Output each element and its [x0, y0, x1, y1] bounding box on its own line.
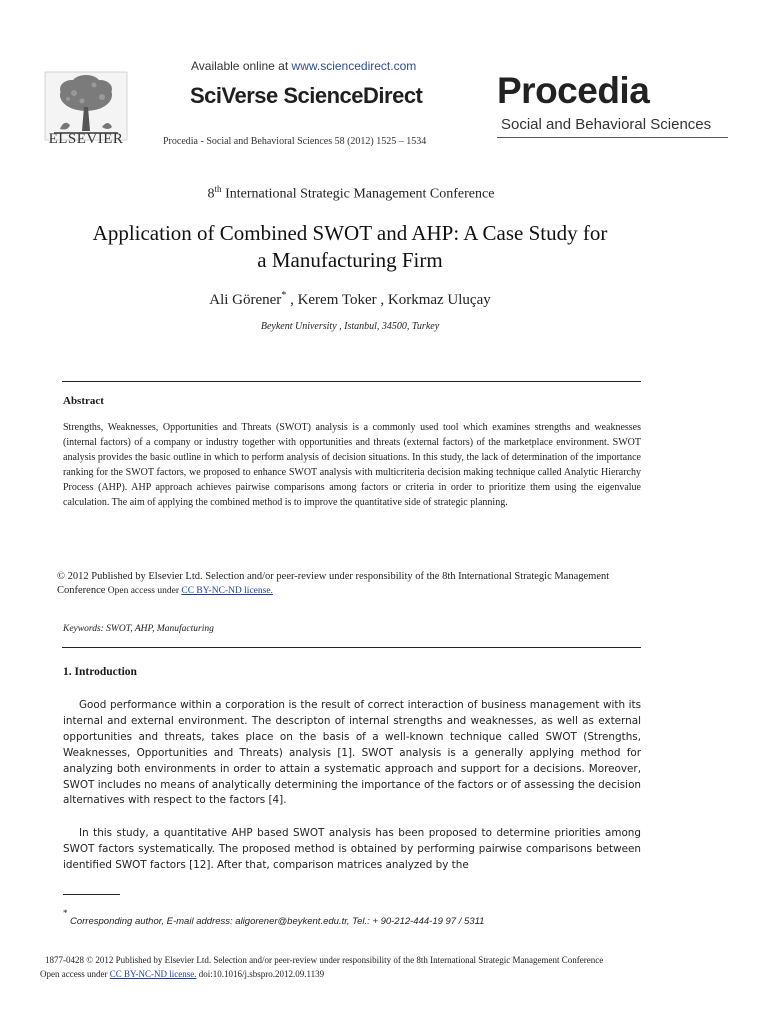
- procedia-logo-subtitle: Social and Behavioral Sciences: [501, 116, 712, 133]
- abstract-bottom-rule: [62, 647, 641, 648]
- footnote-mark: *: [63, 908, 68, 918]
- procedia-logo-title: Procedia: [497, 70, 650, 111]
- intro-paragraph-1: Good performance within a corporation is the result of correct interaction of business management with its internal and external environment. The descripton of internal strengths and weaknesses, as well as external opportunities and threats, takes place on the basis of a well-known technique called SWOT (Strengths, Weaknesses, Opportunities and Threats) analysis [1]. SWOT analysis is a generally applying method for analyzing both environments in order to attain a systematic approach and support for a decisions. Moreover, SWOT includes no means of analytically determining the importance of the factors or of assessing the decision alternatives with respect to the factors [4].: [63, 699, 642, 807]
- sciencedirect-url[interactable]: www.sciencedirect.com: [291, 59, 417, 73]
- available-online-line: Available online at www.sciencedirect.com: [191, 59, 417, 73]
- keywords: Keywords: SWOT, AHP, Manufacturing: [63, 624, 214, 634]
- license-link[interactable]: CC BY-NC-ND license.: [181, 586, 273, 596]
- procedia-underline: [497, 137, 728, 138]
- corresponding-author-footnote: Corresponding author, E-mail address: aligorener@beykent.edu.tr, Tel.: + 90-212-444-19 97 / 5311: [70, 916, 485, 927]
- footnote-rule: [63, 894, 120, 895]
- author-affiliation: Beykent University , Istanbul, 34500, Turkey: [260, 321, 440, 332]
- conference-name: 8th International Strategic Management Conference: [207, 184, 495, 202]
- section-heading-introduction: 1. Introduction: [63, 666, 137, 678]
- copyright-notice: © 2012 Published by Elsevier Ltd. Selection and/or peer-review under responsibility of the 8th International Strategic Management Conference Open access under CC BY-NC-ND license.: [57, 571, 610, 596]
- page-footer: 1877-0428 © 2012 Published by Elsevier Ltd. Selection and/or peer-review under responsibility of the 8th International Strategic Management Conference Open access under CC BY-NC-ND license. doi:10.1016/j.sbspro.2012.09.1139: [40, 955, 604, 979]
- elsevier-wordmark: ELSEVIER: [48, 131, 124, 147]
- intro-paragraph-2: In this study, a quantitative AHP based SWOT analysis has been proposed to determine priorities among SWOT factors systematically. The proposed method is obtained by performing pairwise comparisons between identified SWOT factors [12]. After that, comparison matrices analyzed by the: [63, 827, 641, 871]
- footer-license-link[interactable]: CC BY-NC-ND license.: [109, 968, 197, 979]
- abstract-text: Strengths, Weaknesses, Opportunities and Threats (SWOT) analysis is a commonly used tool which examines strengths and weaknesses (internal factors) of a company or industry together with opportunities and threats (external factors) of the marketplace environment. SWOT analysis provides the basic outline in which to perform analysis of decision situations. In this study, the lack of determination of the importance ranking for the SWOT factors, we proposed to enhance SWOT analysis with multicriteria decision making technique called Analytic Hierarchy Process (AHP). AHP approach achieves pairwise comparisons among factors or criteria in order to prioritize them using the eigenvalue calculation. The aim of applying the combined method is to improve the quantitative side of strategic planning.: [63, 422, 641, 508]
- abstract-top-rule: [62, 381, 641, 382]
- journal-citation: Procedia - Social and Behavioral Sciences 58 (2012) 1525 – 1534: [163, 136, 427, 147]
- author-list: Ali Görener* , Kerem Toker , Korkmaz Uluçay: [209, 290, 491, 308]
- paper-title: Application of Combined SWOT and AHP: A Case Study for a Manufacturing Firm: [92, 221, 608, 272]
- abstract-heading: Abstract: [63, 395, 104, 407]
- sciverse-sciencedirect-logo: SciVerse ScienceDirect: [190, 83, 423, 108]
